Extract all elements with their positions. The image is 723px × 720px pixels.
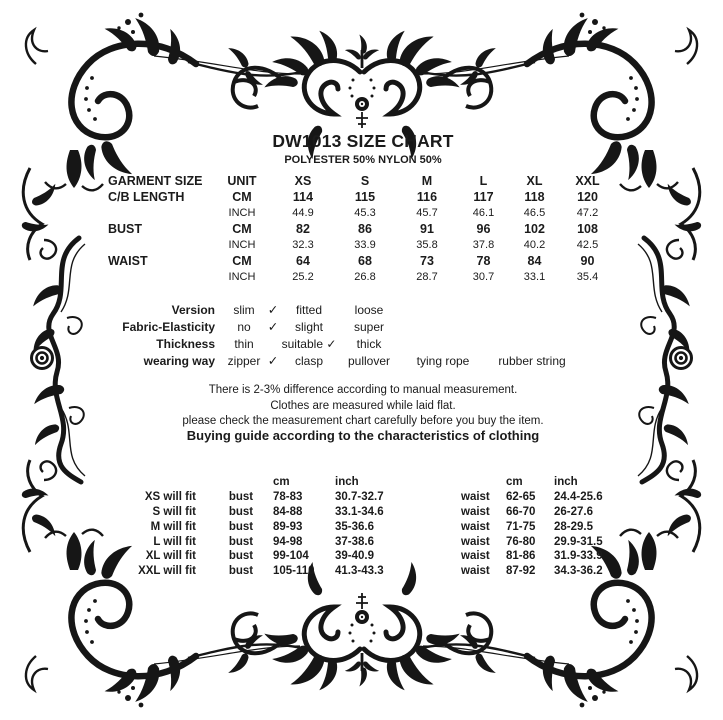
fit-table-cell: S will fit: [152, 505, 196, 518]
spec-table-cell: wearing way: [143, 354, 215, 368]
size-table-cell: [100, 237, 212, 253]
spec-table-cell: super: [353, 320, 385, 334]
size-table-cell: 40.2: [523, 239, 546, 251]
measurement-notes: [98, 383, 628, 430]
fit-table-cell: 30.7-32.7: [335, 490, 384, 503]
fit-table-cell: bust: [228, 565, 254, 578]
size-table-cell: GARMENT SIZE: [108, 174, 203, 188]
size-table-cell: CM: [232, 190, 252, 204]
size-table-cell: 44.9: [292, 207, 314, 219]
size-table-cell: 84: [527, 254, 542, 268]
spec-table-cell: pullover: [347, 354, 391, 368]
size-table-cell: S: [360, 174, 370, 188]
size-table-cell: 28.7: [416, 271, 438, 283]
spec-table-cell: thick: [356, 337, 382, 351]
size-table-cell: 37.8: [472, 239, 495, 251]
spec-table-cell: [486, 336, 578, 353]
fit-table-cell: 87-92: [506, 565, 536, 578]
fit-table-cell: 35-36.6: [335, 520, 375, 533]
size-table-cell: 33.1: [523, 271, 546, 283]
size-table: [100, 173, 615, 285]
size-table-cell: INCH: [228, 207, 256, 219]
fit-table-cell: waist: [461, 520, 490, 533]
fit-table-cell: 26-27.6: [554, 505, 594, 518]
fit-table-cell: bust: [228, 535, 254, 548]
spec-table-cell: [266, 336, 280, 353]
size-table-cell: 73: [420, 254, 434, 268]
spec-table-cell: ✓: [267, 303, 279, 317]
fit-table: [120, 475, 611, 579]
fit-table-cell: 84-88: [273, 505, 303, 518]
spec-table-cell: [400, 336, 486, 353]
spec-table-cell: fitted: [295, 303, 322, 317]
spec-table-cell: slim: [233, 303, 255, 317]
size-table-cell: 108: [577, 222, 598, 236]
spec-table-cell: loose: [354, 303, 384, 317]
size-table-cell: [100, 269, 212, 285]
size-table-cell: 45.3: [354, 207, 376, 219]
fit-table-cell: waist: [461, 535, 490, 548]
spec-table-cell: [486, 319, 578, 336]
spec-table-cell: [486, 302, 578, 319]
fit-table-cell: M will fit: [150, 520, 196, 533]
buying-guide-title: Buying guide according to the characteristics of clothing: [186, 428, 540, 443]
fit-table-cell: bust: [228, 505, 254, 518]
spec-table-cell: Version: [171, 303, 215, 317]
size-table-cell: 120: [577, 190, 598, 204]
size-table-cell: XXL: [575, 174, 600, 188]
fit-table-cell: [120, 475, 198, 490]
size-table-cell: CM: [232, 254, 252, 268]
fit-table-cell: waist: [461, 565, 490, 578]
fit-table-cell: 78-83: [273, 490, 303, 503]
fit-table-cell: 41.3-43.3: [335, 565, 384, 578]
size-table-cell: M: [421, 174, 433, 188]
spec-table-cell: no: [237, 320, 251, 334]
spec-table-cell: Thickness: [156, 337, 215, 351]
fit-table-cell: 76-80: [506, 535, 536, 548]
fit-table-cell: 33.1-34.6: [335, 505, 384, 518]
fit-table-cell: waist: [461, 490, 490, 503]
size-table-cell: L: [479, 174, 488, 188]
note-line: please check the measurement chart carefully before you buy the item.: [182, 415, 544, 427]
size-table-cell: [100, 205, 212, 221]
fit-table-cell: 105-110: [273, 565, 315, 578]
size-table-cell: 116: [416, 190, 438, 204]
spec-table-cell: rubber string: [498, 354, 566, 368]
fit-table-cell: XL will fit: [145, 550, 196, 563]
size-table-cell: 115: [354, 190, 376, 204]
fit-table-cell: waist: [461, 505, 490, 518]
fit-table-cell: L will fit: [153, 535, 196, 548]
size-table-cell: 102: [524, 222, 545, 236]
spec-table-cell: [400, 302, 486, 319]
note-line: There is 2-3% difference according to manual measurement.: [208, 384, 518, 396]
size-table-cell: 117: [473, 190, 494, 204]
spec-table-cell: zipper: [227, 354, 261, 368]
fit-table-cell: inch: [554, 476, 578, 488]
fit-table-cell: XS will fit: [144, 490, 196, 503]
spec-table-cell: slight: [294, 320, 323, 334]
fit-table-cell: bust: [228, 490, 254, 503]
size-table-cell: BUST: [108, 222, 143, 236]
spec-table-cell: tying rope: [416, 354, 470, 368]
size-table-cell: 33.9: [354, 239, 376, 251]
size-table-cell: WAIST: [108, 254, 148, 268]
fit-table-cell: 29.9-31.5: [554, 535, 603, 548]
size-table-cell: 30.7: [472, 271, 495, 283]
size-table-cell: 78: [476, 254, 491, 268]
size-table-cell: 35.8: [416, 239, 438, 251]
material-subtitle: POLYESTER 50% NYLON 50%: [284, 154, 442, 166]
size-table-cell: INCH: [228, 271, 256, 283]
spec-table: [110, 302, 578, 370]
spec-table-cell: Fabric-Elasticity: [122, 320, 215, 334]
fit-table-cell: 37-38.6: [335, 535, 375, 548]
page-title: DW1013 SIZE CHART: [272, 131, 454, 151]
fit-table-cell: 62-65: [506, 490, 536, 503]
size-table-cell: 26.8: [354, 271, 376, 283]
spec-table-cell: ✓: [267, 354, 279, 368]
size-table-cell: 64: [296, 254, 310, 268]
fit-table-cell: 28-29.5: [554, 520, 594, 533]
fit-table-cell: 99-104: [273, 550, 309, 563]
size-table-cell: 32.3: [292, 239, 314, 251]
size-table-cell: 82: [296, 222, 310, 236]
size-table-cell: 45.7: [416, 207, 438, 219]
note-line: Clothes are measured while laid flat.: [270, 399, 456, 412]
bottom-center-damask: [228, 562, 496, 694]
size-table-cell: C/B LENGTH: [108, 190, 185, 204]
fit-table-cell: 34.3-36.2: [554, 565, 603, 578]
fit-table-cell: bust: [228, 550, 254, 563]
size-table-cell: INCH: [228, 239, 256, 251]
size-table-cell: 46.1: [472, 207, 495, 219]
fit-table-cell: bust: [228, 520, 254, 533]
size-table-cell: 68: [358, 254, 372, 268]
fit-table-cell: cm: [273, 476, 290, 488]
spec-table-cell: suitable ✓: [281, 337, 337, 351]
fit-table-cell: 71-75: [506, 520, 536, 533]
size-table-cell: 47.2: [576, 207, 599, 219]
spec-table-cell: [400, 319, 486, 336]
size-table-cell: 42.5: [576, 239, 599, 251]
size-table-cell: 118: [524, 190, 545, 204]
fit-table-cell: inch: [335, 476, 359, 488]
size-table-cell: 86: [358, 222, 372, 236]
spec-table-cell: thin: [234, 337, 254, 351]
size-table-cell: 91: [420, 222, 434, 236]
fit-table-cell: 31.9-33.9: [554, 550, 603, 563]
fit-table-cell: [458, 475, 503, 490]
size-table-cell: XL: [526, 174, 543, 188]
size-table-cell: 96: [476, 222, 491, 236]
fit-table-cell: [198, 475, 270, 490]
fit-table-cell: 24.4-25.6: [554, 490, 603, 503]
fit-table-cell: 66-70: [506, 505, 536, 518]
size-table-cell: 46.5: [523, 207, 546, 219]
fit-table-cell: 39-40.9: [335, 550, 375, 563]
size-table-cell: XS: [294, 174, 312, 188]
fit-table-cell: XXL will fit: [138, 565, 196, 578]
spec-table-cell: clasp: [294, 354, 323, 368]
fit-table-cell: 89-93: [273, 520, 303, 533]
right-vine-flourish: [638, 238, 696, 482]
size-table-cell: CM: [232, 222, 252, 236]
size-table-cell: 35.4: [576, 271, 599, 283]
size-table-cell: 90: [580, 254, 595, 268]
size-table-cell: 25.2: [292, 271, 314, 283]
spec-table-cell: ✓: [267, 320, 279, 334]
size-table-cell: UNIT: [227, 174, 257, 188]
left-vine-flourish: [27, 238, 85, 482]
fit-table-cell: waist: [461, 550, 490, 563]
fit-table-cell: 94-98: [273, 535, 303, 548]
size-table-cell: 114: [292, 190, 314, 204]
fit-table-cell: cm: [506, 476, 523, 488]
fit-table-cell: 81-86: [506, 550, 536, 563]
